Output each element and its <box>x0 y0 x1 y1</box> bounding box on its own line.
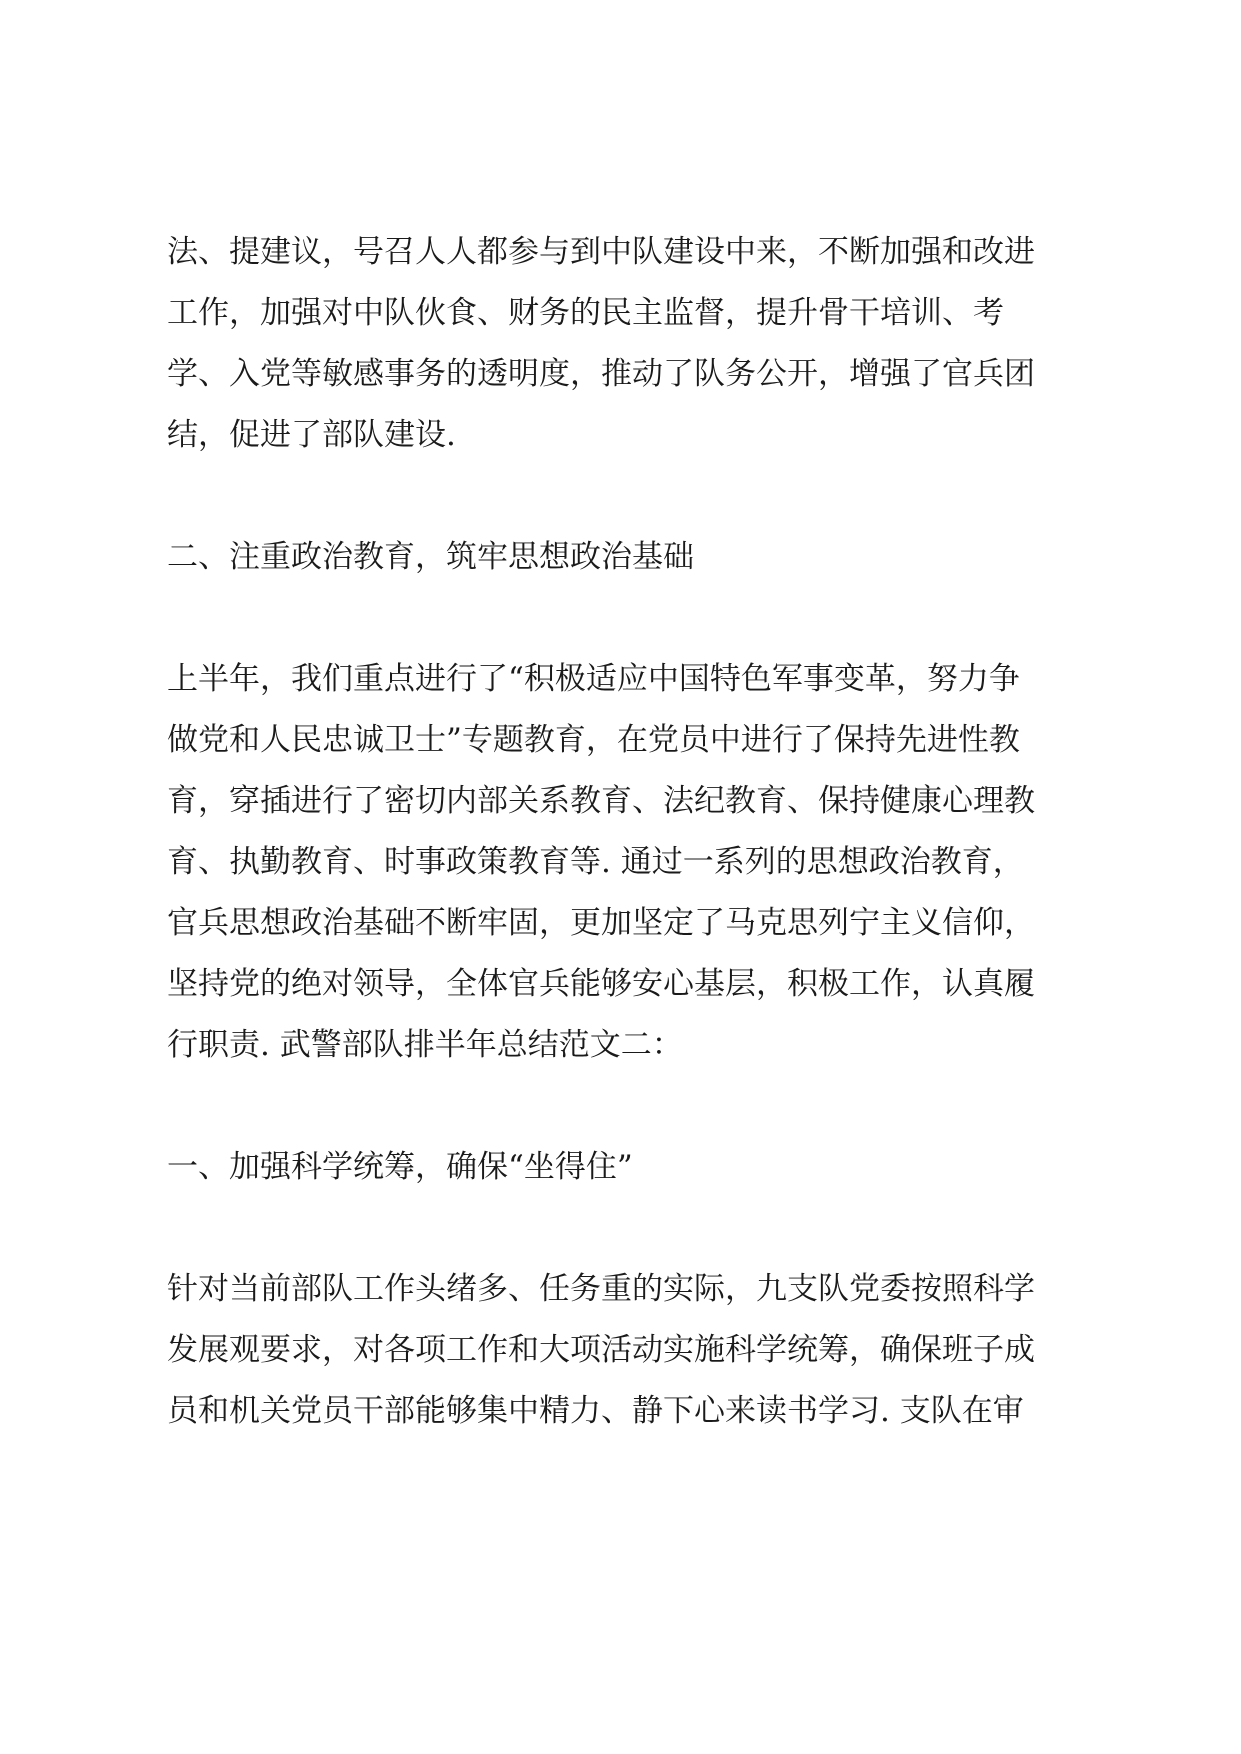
paragraph-spacer <box>167 1076 1097 1137</box>
text-line: 育，穿插进行了密切内部关系教育、法纪教育、保持健康心理教 <box>167 783 1035 819</box>
text-line: 学、入党等敏感事务的透明度，推动了队务公开，增强了官兵团 <box>167 356 1035 392</box>
paragraph-spacer <box>167 588 1097 649</box>
text-line: 坚持党的绝对领导，全体官兵能够安心基层，积极工作，认真履 <box>167 966 1035 1002</box>
paragraph-political-education <box>167 649 1097 1076</box>
text-line: 育、执勤教育、时事政策教育等. 通过一系列的思想政治教育， <box>167 844 1024 880</box>
text-line: 行职责. 武警部队排半年总结范文二： <box>167 1027 683 1063</box>
section-heading-political-education <box>167 527 1097 588</box>
text-line: 工作，加强对中队伙食、财务的民主监督，提升骨干培训、考 <box>167 295 1004 331</box>
text-line: 针对当前部队工作头绪多、任务重的实际，九支队党委按照科学 <box>167 1271 1035 1307</box>
paragraph-spacer <box>167 1198 1097 1259</box>
heading-line: 一、加强科学统筹，确保“坐得住” <box>167 1149 633 1185</box>
paragraph-scientific-planning <box>167 1259 1097 1442</box>
text-line: 法、提建议，号召人人都参与到中队建设中来，不断加强和改进 <box>167 234 1035 270</box>
text-line: 结，促进了部队建设. <box>167 417 456 453</box>
text-line: 员和机关党员干部能够集中精力、静下心来读书学习. 支队在审 <box>167 1393 1024 1429</box>
text-line: 做党和人民忠诚卫士”专题教育，在党员中进行了保持先进性教 <box>167 722 1020 758</box>
paragraph-spacer <box>167 466 1097 527</box>
text-line: 官兵思想政治基础不断牢固，更加坚定了马克思列宁主义信仰， <box>167 905 1035 941</box>
document-body <box>167 222 1097 1442</box>
heading-line: 二、注重政治教育，筑牢思想政治基础 <box>167 539 694 575</box>
text-line: 发展观要求，对各项工作和大项活动实施科学统筹，确保班子成 <box>167 1332 1035 1368</box>
section-heading-scientific-planning <box>167 1137 1097 1198</box>
text-line: 上半年，我们重点进行了“积极适应中国特色军事变革，努力争 <box>167 661 1020 697</box>
paragraph-democratic-supervision <box>167 222 1097 466</box>
